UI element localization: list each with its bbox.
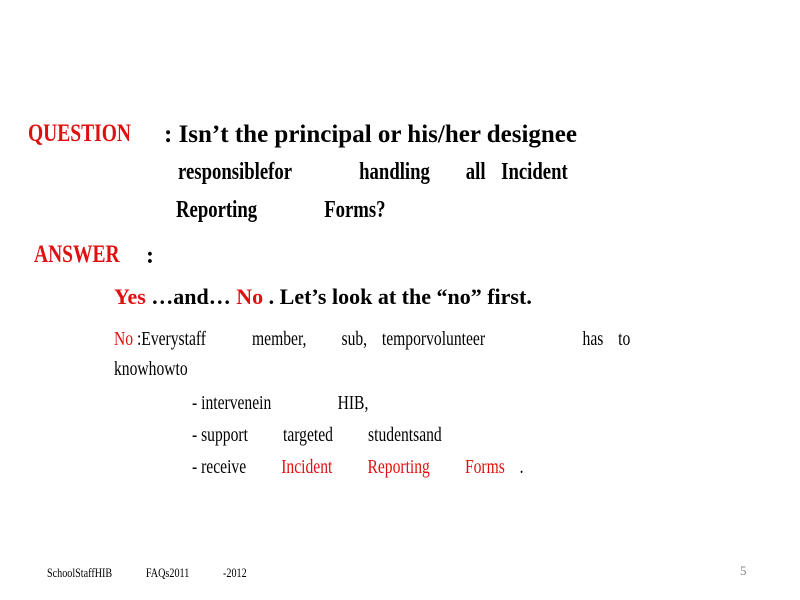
answer-label: ANSWER — [34, 241, 120, 268]
lets-look-text: . Let’s look at the “no” first. — [268, 284, 532, 309]
footer-text: SchoolStaffHIB FAQs2011 -2012 — [47, 565, 247, 580]
bullet-receive: - receive Incident Reporting Forms . — [192, 456, 524, 478]
bullet-support: - support targeted studentsand — [192, 424, 442, 446]
no-word: No — [236, 284, 264, 309]
question-line-2: responsiblefor handling all Incident — [178, 159, 568, 185]
question-line-1: : Isn’t the principal or his/her designee — [164, 121, 577, 148]
bullet-intervene: - intervenein HIB, — [192, 392, 369, 414]
yes-word: Yes — [114, 284, 146, 309]
question-label: QUESTION — [28, 120, 131, 147]
no-explanation-line-1: No :Everystaff member, sub, temporvolunteer has to — [114, 328, 631, 350]
no-explanation-line-2: knowhowto — [114, 358, 188, 380]
page-number: 5 — [740, 563, 747, 578]
question-line-3: Reporting Forms? — [176, 197, 386, 223]
yes-and-no-line — [114, 284, 532, 310]
answer-colon: : — [146, 243, 154, 269]
and-word: …and… — [151, 284, 231, 309]
